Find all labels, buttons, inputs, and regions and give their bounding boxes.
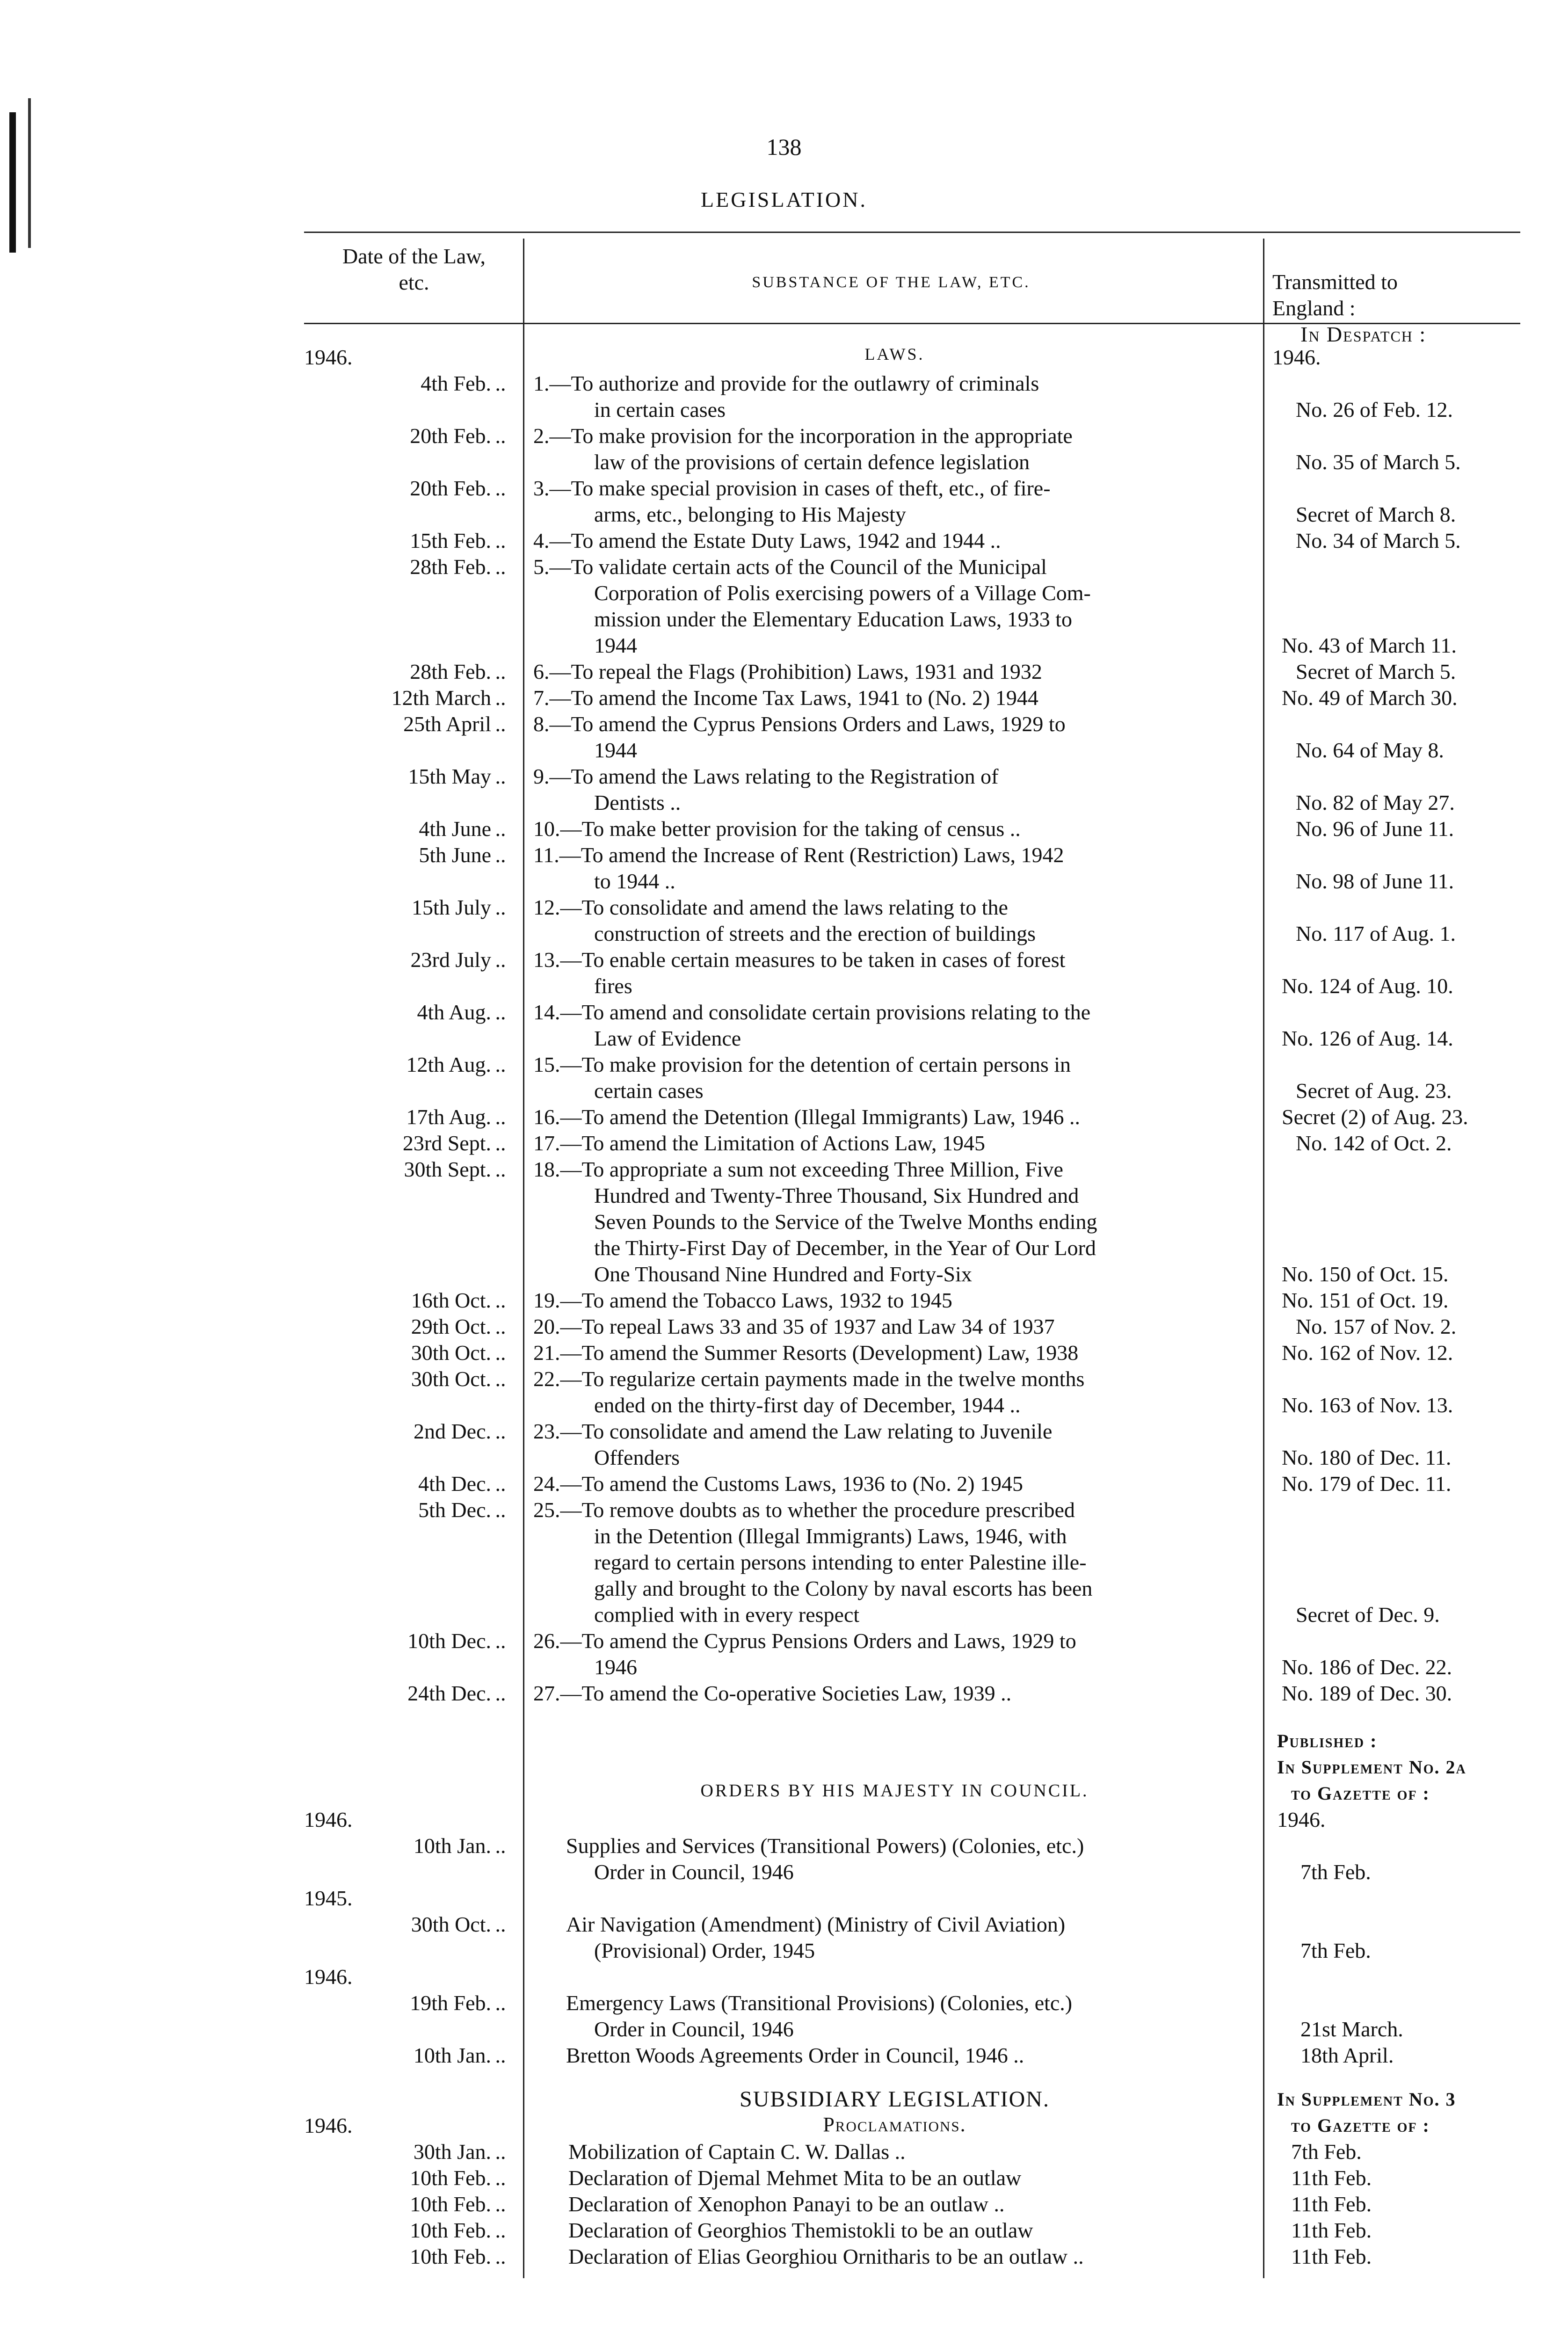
law-despatch-ref: No. 126 of Aug. 14.	[1282, 1026, 1453, 1050]
law-description-line: 10.—To make better provision for the taking of census ..	[533, 817, 1021, 841]
law-date: 15th July	[412, 895, 491, 919]
law-description	[533, 423, 1256, 475]
law-despatch-ref: No. 142 of Oct. 2.	[1296, 1131, 1452, 1155]
leader-dots: ..	[495, 1912, 506, 1936]
law-date: 28th Feb.	[410, 660, 491, 683]
order-date: 10th Jan.	[413, 2043, 491, 2067]
law-date: 10th Dec.	[407, 1629, 491, 1653]
proclamation-description	[568, 2165, 1256, 2191]
header-date-line2: etc.	[399, 270, 429, 294]
law-description-line: One Thousand Nine Hundred and Forty-Six	[594, 1262, 972, 1286]
proclamation-description-line: Mobilization of Captain C. W. Dallas ..	[568, 2140, 906, 2164]
leader-dots: ..	[495, 1629, 506, 1653]
law-date: 20th Feb.	[410, 476, 491, 500]
binding-mark	[28, 98, 31, 248]
law-despatch-ref: No. 179 of Dec. 11.	[1282, 1472, 1452, 1496]
law-despatch-ref: Secret of March 8.	[1296, 502, 1456, 526]
law-description	[533, 1628, 1256, 1680]
header-transmitted-line3: In Despatch :	[1300, 322, 1427, 346]
leader-dots: ..	[495, 371, 506, 395]
subsidiary-subsection-title: Proclamations.	[823, 2113, 966, 2136]
law-description	[533, 947, 1256, 999]
law-description	[533, 1680, 1256, 1707]
proclamation-gazette-ref: 7th Feb.	[1291, 2140, 1362, 2164]
order-description	[566, 1833, 1256, 1885]
law-despatch-ref: No. 150 of Oct. 15.	[1282, 1262, 1449, 1286]
law-description	[533, 816, 1256, 842]
header-date-line1: Date of the Law,	[342, 244, 486, 268]
order-year: 1946.	[304, 1965, 353, 1989]
law-description	[533, 711, 1256, 763]
law-despatch-ref: No. 117 of Aug. 1.	[1296, 922, 1456, 945]
proclamation-description-line: Declaration of Xenophon Panayi to be an outlaw ..	[568, 2192, 1005, 2216]
header-transmitted-line1: Transmitted to	[1272, 270, 1398, 294]
subsidiary-year: 1946.	[304, 2114, 353, 2137]
law-description	[533, 999, 1256, 1052]
leader-dots: ..	[495, 2192, 506, 2216]
leader-dots: ..	[495, 712, 506, 736]
order-description-line: Emergency Laws (Transitional Provisions) (Colonies, etc.)	[566, 1991, 1073, 2015]
proclamation-date: 30th Jan.	[413, 2140, 491, 2164]
orders-side-heading-line: to Gazette of :	[1291, 1783, 1430, 1804]
law-date: 5th June	[419, 843, 491, 867]
leader-dots: ..	[495, 476, 506, 500]
leader-dots: ..	[495, 843, 506, 867]
law-description-line: 1944	[594, 633, 637, 657]
leader-dots: ..	[495, 1498, 506, 1522]
law-description-line: 16.—To amend the Detention (Illegal Immigrants) Law, 1946 ..	[533, 1105, 1081, 1129]
law-description-line: 15.—To make provision for the detention of certain persons in	[533, 1053, 1071, 1076]
orders-section-title: ORDERS BY HIS MAJESTY IN COUNCIL.	[700, 1781, 1089, 1801]
law-description	[533, 1130, 1256, 1156]
law-despatch-ref: No. 189 of Dec. 30.	[1282, 1681, 1452, 1705]
law-description-line: 11.—To amend the Increase of Rent (Restriction) Laws, 1942	[533, 843, 1064, 867]
law-description-line: ended on the thirty-first day of December, 1944 ..	[594, 1393, 1021, 1417]
order-gazette-ref: 18th April.	[1300, 2043, 1394, 2067]
law-description	[533, 1052, 1256, 1104]
subsidiary-side-heading-line2: to Gazette of :	[1291, 2115, 1430, 2136]
law-description-line: 24.—To amend the Customs Laws, 1936 to (No. 2) 1945	[533, 1472, 1024, 1496]
leader-dots: ..	[495, 1419, 506, 1443]
law-date: 4th Feb.	[421, 371, 491, 395]
law-despatch-ref: No. 124 of Aug. 10.	[1282, 974, 1453, 998]
law-date: 20th Feb.	[410, 424, 491, 448]
law-date: 28th Feb.	[410, 555, 491, 579]
law-description	[533, 370, 1256, 423]
proclamation-gazette-ref: 11th Feb.	[1291, 2166, 1372, 2190]
law-description	[533, 1287, 1256, 1314]
leader-dots: ..	[495, 424, 506, 448]
order-description	[566, 1911, 1256, 1964]
laws-section-title: LAWS.	[864, 345, 925, 363]
law-date: 4th June	[419, 817, 491, 841]
page-number: 138	[766, 134, 802, 160]
law-date: 23rd Sept.	[402, 1131, 491, 1155]
law-date: 30th Sept.	[404, 1157, 491, 1181]
law-date: 24th Dec.	[407, 1681, 491, 1705]
law-description-line: Law of Evidence	[594, 1026, 741, 1050]
leader-dots: ..	[495, 2218, 506, 2242]
law-despatch-ref: Secret (2) of Aug. 23.	[1282, 1105, 1468, 1129]
law-date: 30th Oct.	[411, 1341, 491, 1365]
leader-dots: ..	[495, 1341, 506, 1365]
proclamation-gazette-ref: 11th Feb.	[1291, 2245, 1372, 2268]
law-description	[533, 528, 1256, 554]
leader-dots: ..	[495, 948, 506, 972]
order-description	[566, 2042, 1256, 2069]
law-description-line: 18.—To appropriate a sum not exceeding Three Million, Five	[533, 1157, 1063, 1181]
leader-dots: ..	[495, 817, 506, 841]
leader-dots: ..	[495, 2043, 506, 2067]
law-despatch-ref: No. 64 of May 8.	[1296, 738, 1444, 762]
leader-dots: ..	[495, 764, 506, 788]
leader-dots: ..	[495, 555, 506, 579]
proclamation-description	[568, 2244, 1256, 2270]
law-despatch-ref: No. 186 of Dec. 22.	[1282, 1655, 1452, 1679]
law-despatch-ref: No. 157 of Nov. 2.	[1296, 1315, 1457, 1338]
law-description-line: Hundred and Twenty-Three Thousand, Six Hundred and	[594, 1184, 1079, 1207]
law-description	[533, 1497, 1256, 1628]
law-description-line: mission under the Elementary Education Laws, 1933 to	[594, 607, 1072, 631]
proclamation-date: 10th Feb.	[410, 2245, 491, 2268]
proclamation-description	[568, 2139, 1256, 2165]
law-description-line: arms, etc., belonging to His Majesty	[594, 502, 906, 526]
law-description-line: the Thirty-First Day of December, in the Year of Our Lord	[594, 1236, 1096, 1260]
law-despatch-ref: No. 162 of Nov. 12.	[1282, 1341, 1453, 1365]
leader-dots: ..	[495, 1472, 506, 1496]
law-description	[533, 1418, 1256, 1471]
page-title: LEGISLATION.	[701, 188, 867, 211]
law-description-line: 26.—To amend the Cyprus Pensions Orders and Laws, 1929 to	[533, 1629, 1076, 1653]
law-description-line: to 1944 ..	[594, 869, 675, 893]
order-date: 30th Oct.	[411, 1912, 491, 1936]
law-despatch-ref: No. 98 of June 11.	[1296, 869, 1454, 893]
laws-year: 1946.	[304, 345, 353, 369]
column-divider-left	[523, 239, 524, 2278]
leader-dots: ..	[495, 2166, 506, 2190]
law-description-line: 17.—To amend the Limitation of Actions Law, 1945	[533, 1131, 986, 1155]
law-description-line: construction of streets and the erection of buildings	[594, 922, 1036, 945]
law-description	[533, 1314, 1256, 1340]
law-date: 2nd Dec.	[413, 1419, 491, 1443]
law-despatch-ref: No. 34 of March 5.	[1296, 529, 1461, 552]
law-despatch-ref: No. 43 of March 11.	[1282, 633, 1457, 657]
law-date: 4th Dec.	[418, 1472, 491, 1496]
law-description-line: 21.—To amend the Summer Resorts (Development) Law, 1938	[533, 1341, 1079, 1365]
law-description-line: 9.—To amend the Laws relating to the Registration of	[533, 764, 999, 788]
order-description-line: Supplies and Services (Transitional Powers) (Colonies, etc.)	[566, 1834, 1084, 1858]
law-description-line: 8.—To amend the Cyprus Pensions Orders and Laws, 1929 to	[533, 712, 1066, 736]
order-gazette-ref: 7th Feb.	[1300, 1939, 1371, 1962]
law-description-line: in the Detention (Illegal Immigrants) Laws, 1946, with	[594, 1524, 1067, 1548]
law-description-line: 1946	[594, 1655, 637, 1679]
law-date: 23rd July	[410, 948, 491, 972]
law-description-line: in certain cases	[594, 398, 726, 421]
law-description-line: 3.—To make special provision in cases of theft, etc., of fire-	[533, 476, 1051, 500]
subsidiary-side-heading-line1: In Supplement No. 3	[1277, 2089, 1456, 2110]
law-description	[533, 475, 1256, 528]
law-despatch-ref: No. 49 of March 30.	[1282, 686, 1458, 710]
order-date: 10th Jan.	[413, 1834, 491, 1858]
leader-dots: ..	[495, 529, 506, 552]
law-description-line: complied with in every respect	[594, 1603, 860, 1627]
law-description-line: certain cases	[594, 1079, 704, 1103]
law-date: 30th Oct.	[411, 1367, 491, 1391]
law-description-line: Offenders	[594, 1446, 680, 1469]
proclamation-gazette-ref: 11th Feb.	[1291, 2192, 1372, 2216]
law-despatch-ref: No. 96 of June 11.	[1296, 817, 1454, 841]
law-description-line: 22.—To regularize certain payments made in the twelve months	[533, 1367, 1085, 1391]
leader-dots: ..	[495, 1367, 506, 1391]
proclamation-description-line: Declaration of Elias Georghiou Ornitharis to be an outlaw ..	[568, 2245, 1084, 2268]
proclamation-description	[568, 2217, 1256, 2244]
law-despatch-ref: No. 151 of Oct. 19.	[1282, 1288, 1449, 1312]
binding-mark	[9, 112, 16, 253]
proclamation-description-line: Declaration of Georghios Themistokli to be an outlaw	[568, 2218, 1033, 2242]
proclamation-description	[568, 2191, 1256, 2217]
law-description-line: fires	[594, 974, 632, 998]
law-despatch-ref: Secret of March 5.	[1296, 660, 1456, 683]
order-description-line: Bretton Woods Agreements Order in Council, 1946 ..	[566, 2043, 1024, 2067]
law-description	[533, 554, 1256, 659]
leader-dots: ..	[495, 1288, 506, 1312]
laws-ref-year: 1946.	[1272, 345, 1321, 369]
law-description-line: 1944	[594, 738, 637, 762]
law-description-line: 23.—To consolidate and amend the Law relating to Juvenile	[533, 1419, 1053, 1443]
law-description-line: 1.—To authorize and provide for the outlawry of criminals	[533, 371, 1039, 395]
law-description-line: law of the provisions of certain defence legislation	[594, 450, 1030, 474]
column-divider-right	[1263, 239, 1264, 2278]
leader-dots: ..	[495, 1834, 506, 1858]
orders-side-heading-line: In Supplement No. 2a	[1277, 1757, 1466, 1778]
law-description-line: Dentists ..	[594, 791, 681, 814]
order-description-line: Order in Council, 1946	[594, 2017, 794, 2041]
header-transmitted-line2: England :	[1272, 296, 1356, 320]
law-date: 15th Feb.	[410, 529, 491, 552]
law-description	[533, 659, 1256, 685]
law-despatch-ref: No. 35 of March 5.	[1296, 450, 1461, 474]
law-description	[533, 763, 1256, 816]
leader-dots: ..	[495, 1000, 506, 1024]
leader-dots: ..	[495, 1315, 506, 1338]
law-despatch-ref: No. 82 of May 27.	[1296, 791, 1455, 814]
law-date: 17th Aug.	[406, 1105, 491, 1129]
law-despatch-ref: Secret of Dec. 9.	[1296, 1603, 1440, 1627]
law-description-line: gally and brought to the Colony by naval escorts has been	[594, 1576, 1093, 1600]
law-despatch-ref: No. 163 of Nov. 13.	[1282, 1393, 1453, 1417]
law-description-line: 2.—To make provision for the incorporation in the appropriate	[533, 424, 1073, 448]
proclamation-date: 10th Feb.	[410, 2192, 491, 2216]
law-despatch-ref: No. 180 of Dec. 11.	[1282, 1446, 1452, 1469]
leader-dots: ..	[495, 1131, 506, 1155]
law-description	[533, 1471, 1256, 1497]
law-description-line: 27.—To amend the Co-operative Societies Law, 1939 ..	[533, 1681, 1012, 1705]
law-description	[533, 842, 1256, 894]
law-description-line: 7.—To amend the Income Tax Laws, 1941 to (No. 2) 1944	[533, 686, 1038, 710]
law-description-line: 13.—To enable certain measures to be taken in cases of forest	[533, 948, 1066, 972]
law-date: 25th April	[403, 712, 491, 736]
law-date: 29th Oct.	[411, 1315, 491, 1338]
law-description	[533, 685, 1256, 711]
subsidiary-section-title: SUBSIDIARY LEGISLATION.	[740, 2087, 1050, 2112]
law-date: 4th Aug.	[417, 1000, 491, 1024]
law-description	[533, 1104, 1256, 1130]
law-description-line: 19.—To amend the Tobacco Laws, 1932 to 1945	[533, 1288, 952, 1312]
header-date	[304, 243, 524, 296]
order-year: 1946.	[304, 1808, 353, 1831]
law-description	[533, 1366, 1256, 1418]
leader-dots: ..	[495, 2140, 506, 2164]
proclamation-date: 10th Feb.	[410, 2166, 491, 2190]
law-description-line: Seven Pounds to the Service of the Twelve Months ending	[594, 1210, 1097, 1234]
order-year: 1945.	[304, 1886, 353, 1910]
leader-dots: ..	[495, 895, 506, 919]
leader-dots: ..	[495, 1053, 506, 1076]
header-transmitted	[1272, 269, 1562, 348]
law-description-line: 20.—To repeal Laws 33 and 35 of 1937 and Law 34 of 1937	[533, 1315, 1055, 1338]
order-description-line: Order in Council, 1946	[594, 1860, 794, 1884]
law-description-line: 14.—To amend and consolidate certain provisions relating to the	[533, 1000, 1091, 1024]
leader-dots: ..	[495, 1991, 506, 2015]
order-description-line: Air Navigation (Amendment) (Ministry of Civil Aviation)	[566, 1912, 1066, 1936]
leader-dots: ..	[495, 660, 506, 683]
leader-dots: ..	[495, 686, 506, 710]
proclamation-date: 10th Feb.	[410, 2218, 491, 2242]
law-date: 5th Dec.	[418, 1498, 491, 1522]
law-description-line: regard to certain persons intending to enter Palestine ille-	[594, 1550, 1087, 1574]
proclamation-description-line: Declaration of Djemal Mehmet Mita to be an outlaw	[568, 2166, 1022, 2190]
leader-dots: ..	[495, 1157, 506, 1181]
orders-side-heading-line: Published :	[1277, 1730, 1378, 1751]
law-date: 16th Oct.	[411, 1288, 491, 1312]
order-description-line: (Provisional) Order, 1945	[594, 1939, 815, 1962]
law-description-line: 12.—To consolidate and amend the laws relating to the	[533, 895, 1008, 919]
leader-dots: ..	[495, 2245, 506, 2268]
law-description-line: 4.—To amend the Estate Duty Laws, 1942 and 1944 ..	[533, 529, 1001, 552]
law-description-line: Corporation of Polis exercising powers of a Village Com-	[594, 581, 1091, 605]
orders-side-heading-line: 1946.	[1277, 1808, 1326, 1831]
order-gazette-ref: 21st March.	[1300, 2017, 1403, 2041]
top-rule	[304, 232, 1520, 233]
law-description-line: 5.—To validate certain acts of the Council of the Municipal	[533, 555, 1047, 579]
order-date: 19th Feb.	[410, 1991, 491, 2015]
law-description-line: 6.—To repeal the Flags (Prohibition) Laws, 1931 and 1932	[533, 660, 1042, 683]
law-date: 12th Aug.	[406, 1053, 491, 1076]
leader-dots: ..	[495, 1105, 506, 1129]
order-description	[566, 1990, 1256, 2042]
law-despatch-ref: Secret of Aug. 23.	[1296, 1079, 1452, 1103]
order-gazette-ref: 7th Feb.	[1300, 1860, 1371, 1884]
proclamation-gazette-ref: 11th Feb.	[1291, 2218, 1372, 2242]
law-description	[533, 1156, 1256, 1287]
law-description	[533, 1340, 1256, 1366]
leader-dots: ..	[495, 1681, 506, 1705]
law-description	[533, 894, 1256, 947]
law-despatch-ref: No. 26 of Feb. 12.	[1296, 398, 1453, 421]
header-substance: SUBSTANCE OF THE LAW, ETC.	[752, 274, 1031, 291]
law-date: 12th March	[391, 686, 491, 710]
law-description-line: 25.—To remove doubts as to whether the procedure prescribed	[533, 1498, 1075, 1522]
law-date: 15th May	[408, 764, 491, 788]
